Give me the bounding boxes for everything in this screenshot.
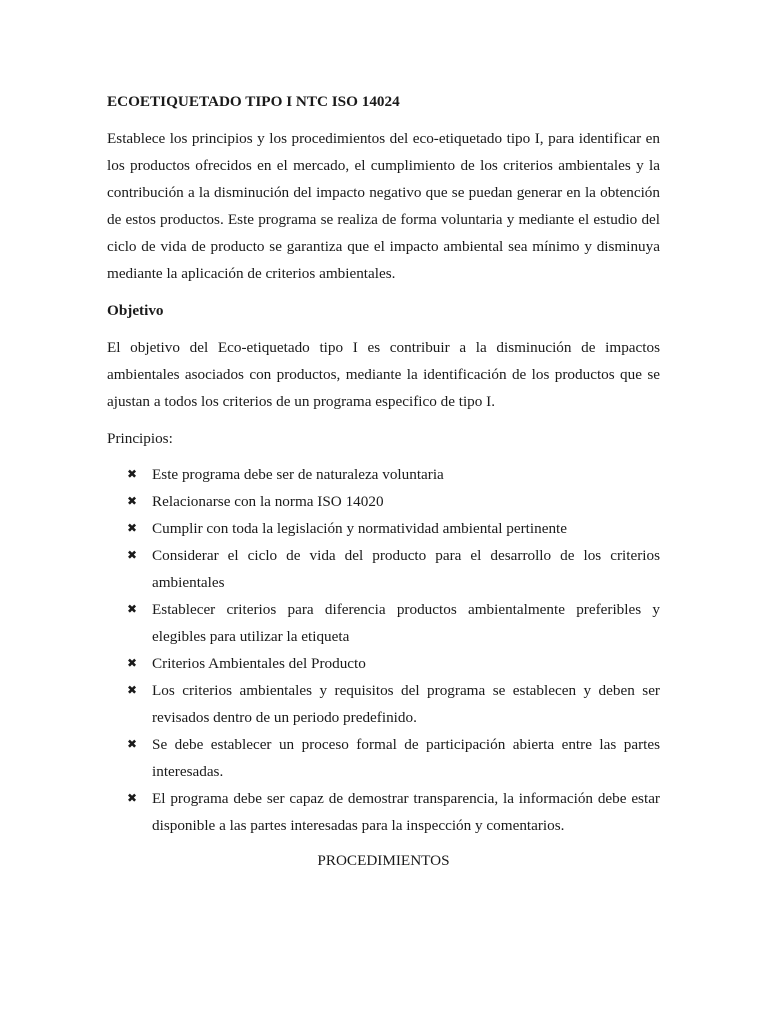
list-item (107, 542, 660, 596)
list-item (107, 596, 660, 650)
document-page (107, 88, 660, 874)
list-item-text: Cumplir con toda la legislación y normatividad ambiental pertinente (152, 520, 568, 537)
cross-bullet-icon: ✖ (127, 521, 138, 535)
principles-list (107, 461, 660, 839)
principles-label: Principios: (107, 430, 173, 447)
cross-bullet-icon: ✖ (127, 467, 138, 481)
cross-bullet-icon: ✖ (127, 656, 138, 670)
list-item-text: Relacionarse con la norma ISO 14020 (152, 493, 384, 510)
list-item-text: Este programa debe ser de naturaleza voluntaria (152, 466, 444, 483)
document-title: ECOETIQUETADO TIPO I NTC ISO 14024 (107, 93, 400, 110)
list-item (107, 488, 660, 515)
cross-bullet-icon: ✖ (127, 683, 138, 697)
list-item-text: El programa debe ser capaz de demostrar transparencia, la información debe estar disponible a las partes interesadas para la inspección y comentarios. (152, 790, 660, 834)
list-item-text: Se debe establecer un proceso formal de participación abierta entre las partes interesadas. (152, 736, 660, 780)
intro-paragraph: Establece los principios y los procedimientos del eco-etiquetado tipo I, para identificar en los productos ofrecidos en el mercado, el cumplimiento de los criterios ambientales y la contribución a la disminución del impacto negativo que se puedan generar en la obtención de estos productos. Este programa se realiza de forma voluntaria y mediante el estudio del ciclo de vida de producto se garantiza que el impacto ambiental sea mínimo y disminuya mediante la aplicación de criterios ambientales. (107, 130, 660, 282)
list-item (107, 515, 660, 542)
list-item-text: Los criterios ambientales y requisitos del programa se establecen y deben ser revisados dentro de un periodo predefinido. (152, 682, 660, 726)
list-item (107, 677, 660, 731)
list-item-text: Establecer criterios para diferencia productos ambientalmente preferibles y elegibles para utilizar la etiqueta (152, 601, 660, 645)
cross-bullet-icon: ✖ (127, 737, 138, 751)
objective-heading: Objetivo (107, 302, 164, 319)
list-item (107, 650, 660, 677)
objective-paragraph: El objetivo del Eco-etiquetado tipo I es contribuir a la disminución de impactos ambientales asociados con productos, mediante la identificación de los productos que se ajustan a todos los criterios de un programa especifico de tipo I. (107, 339, 660, 410)
cross-bullet-icon: ✖ (127, 494, 138, 508)
cross-bullet-icon: ✖ (127, 602, 138, 616)
cross-bullet-icon: ✖ (127, 791, 138, 805)
list-item (107, 731, 660, 785)
list-item (107, 461, 660, 488)
list-item-text: Criterios Ambientales del Producto (152, 655, 366, 672)
procedures-heading: PROCEDIMIENTOS (317, 852, 450, 869)
list-item (107, 785, 660, 839)
cross-bullet-icon: ✖ (127, 548, 138, 562)
list-item-text: Considerar el ciclo de vida del producto para el desarrollo de los criterios ambientales (152, 547, 660, 591)
